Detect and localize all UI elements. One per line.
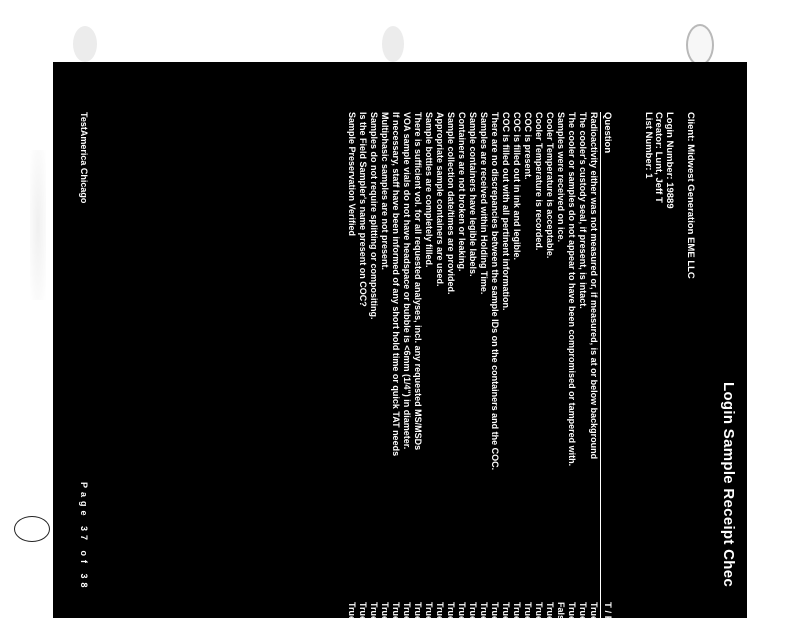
question-text: COC is filled out with all pertinent information. [501,112,511,311]
answer-value: True [446,602,456,622]
client-line: Client: Midwest Generation EME LLC [685,112,696,279]
question-row [577,112,588,622]
question-row [478,112,489,622]
question-text: The cooler or samples do not appear to have been compromised or tampered with. [567,112,577,467]
punch-hole-bottom [14,516,50,542]
question-row [544,112,555,622]
question-text: Radioactivity either was not measured or, if measured, is at or below background [589,112,599,460]
question-row [368,112,379,622]
answer-value: False [556,602,566,626]
answer-value: True [424,602,434,622]
answer-value: True [391,602,401,622]
punch-hole-right [686,24,714,66]
question-row [434,112,445,622]
question-text: Samples do not require splitting or compositing. [369,112,379,320]
header-rule [600,112,601,618]
question-text: There are no discrepancies between the sample IDs on the containers and the COC. [490,112,500,471]
question-row [500,112,511,622]
rotated-document [53,62,747,641]
question-text: The cooler's custody seal, if present, is intact. [578,112,588,309]
question-text: Multiphasic samples are not present. [380,112,390,271]
question-column-header: Question [602,112,613,154]
scanned-page [53,62,747,641]
question-row [511,112,522,622]
punch-hole-middle [382,26,404,62]
question-row [401,112,412,622]
question-list [346,112,599,626]
question-text: Sample bottles are completely filled. [424,112,434,268]
question-row [522,112,533,622]
document-title: Login Sample Receipt Chec [720,382,737,588]
question-text: Sample containers have legible labels. [468,112,478,277]
question-text: Sample collection date/times are provided. [446,112,456,295]
punch-hole-left [73,26,97,62]
answer-value: True [468,602,478,622]
question-row [456,112,467,622]
answer-value: True [369,602,379,622]
answer-value: True [523,602,533,622]
question-row [390,112,401,622]
question-row [412,112,423,622]
question-row [489,112,500,622]
question-row [467,112,478,622]
scan-smudge [30,150,46,300]
question-text: COC is filled out in ink and legible. [512,112,522,261]
question-text: Appropriate sample containers are used. [435,112,445,287]
answer-value: True [402,602,412,622]
question-text: Cooler Temperature is acceptable. [545,112,555,259]
answer-value: True [479,602,489,622]
question-text: There is sufficient vol. for all requested analyses, incl. any requested MS/MSDs [413,112,423,451]
question-text: COC is present. [523,112,533,180]
question-text: Is the Field Sampler's name present on COC? [358,112,368,307]
header-block [643,112,696,279]
question-text: Sample Preservation Verified [347,112,357,237]
answer-value: True [347,602,357,622]
list-number-line: List Number: 1 [643,112,654,179]
answer-value: True [578,602,588,622]
creator-line: Creator: Lunt, Jeff T [653,112,665,203]
answer-value: True [545,602,555,622]
question-text: If necessary, staff have been informed of any short hold time or quick TAT needs [391,112,401,457]
question-row [379,112,390,622]
question-row [566,112,577,622]
question-text: VOA sample vials do not have headspace or bubble is <6mm (1/4") in diameter. [402,112,412,450]
answer-value: True [534,602,544,622]
question-row [357,112,368,622]
answer-value: True [567,602,577,622]
answer-value: True [589,602,599,622]
question-row [445,112,456,622]
question-text: Samples are received within Holding Time. [479,112,489,295]
question-row [588,112,599,622]
question-text: Cooler Temperature is recorded. [534,112,544,251]
question-text: Samples were received on ice. [556,112,566,243]
question-row [346,112,357,622]
question-text: Containers are not broken or leaking. [457,112,467,272]
login-number-line: Login Number: 19889 [664,112,675,209]
answer-value: True [512,602,522,622]
footer-page-number: Page 37 of 38 [79,482,89,592]
question-row [555,112,566,626]
answer-value: True [490,602,500,622]
answer-value: True [457,602,467,622]
answer-value: True [380,602,390,622]
question-row [533,112,544,622]
answer-value: True [358,602,368,622]
answer-value: True [413,602,423,622]
answer-column-header: T / F/ NA [602,602,613,641]
answer-value: True [435,602,445,622]
footer-lab-name: TestAmerica Chicago [79,112,89,204]
answer-value: True [501,602,511,622]
question-row [423,112,434,622]
